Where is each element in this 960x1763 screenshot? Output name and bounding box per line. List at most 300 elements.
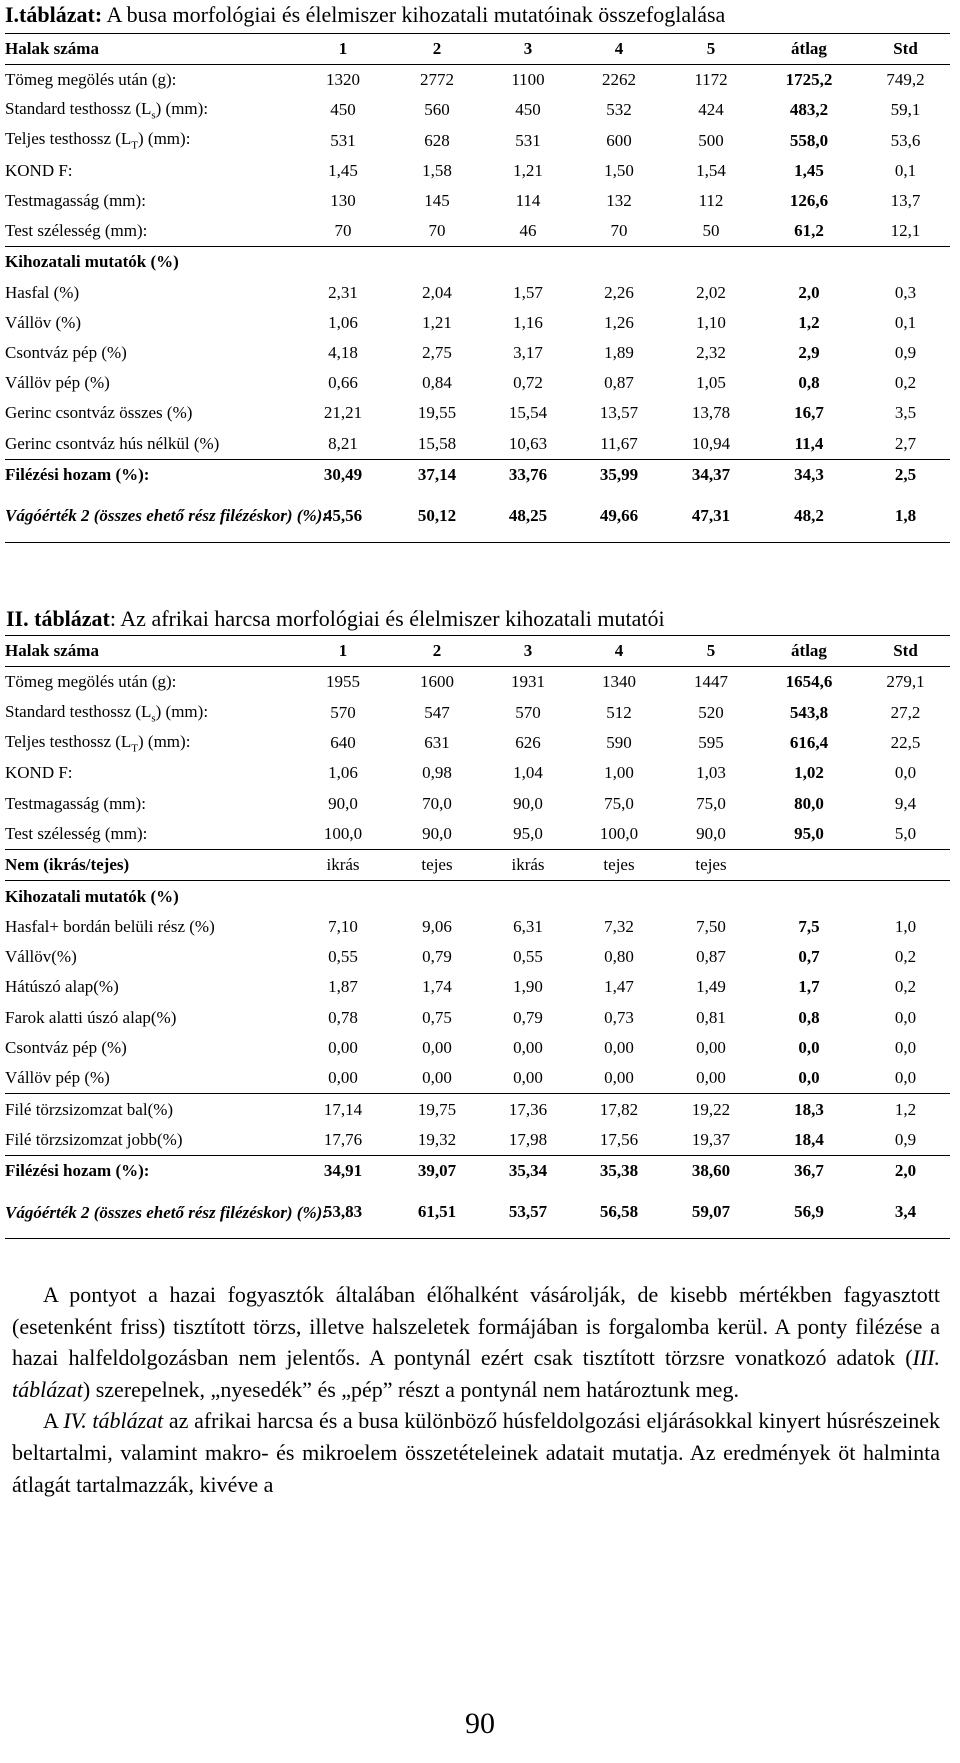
value-cell: 0,00 — [604, 1038, 634, 1057]
std-cell: 749,2 — [886, 70, 925, 90]
row-label: Vállöv pép (%) — [5, 373, 110, 393]
value-cell: 49,66 — [599, 505, 639, 525]
value-cell: 48,25 — [508, 505, 548, 525]
average-cell: 2,9 — [798, 342, 820, 362]
value-cell: 0,79 — [422, 947, 452, 967]
value-cell: 1447 — [694, 672, 728, 692]
value-cell: 0,79 — [513, 1007, 543, 1027]
std-cell: 59,1 — [890, 100, 921, 120]
average-cell: 1654,6 — [785, 672, 833, 692]
average-cell: 1,7 — [798, 977, 820, 997]
average-cell: 543,8 — [789, 702, 829, 722]
average-cell: 18,4 — [794, 1129, 824, 1149]
value-cell: 90,0 — [513, 793, 543, 813]
table-row — [5, 216, 950, 247]
value-cell: 8,21 — [328, 433, 358, 453]
table-row — [5, 338, 950, 368]
value-cell: 34,37 — [691, 464, 731, 484]
table-header-row — [5, 636, 950, 667]
value-cell: 1,47 — [604, 977, 634, 997]
value-cell: 570 — [515, 702, 541, 722]
value-cell: 0,00 — [604, 1068, 634, 1088]
std-cell: 0,2 — [894, 977, 917, 997]
value-cell: 626 — [515, 733, 541, 753]
value-cell: 595 — [698, 733, 724, 753]
row-label-subscript: T — [131, 742, 139, 755]
section-label: Kihozatali mutatók (%) — [5, 886, 179, 906]
column-header: 5 — [706, 39, 716, 59]
value-cell: 2,26 — [604, 282, 634, 302]
table-row — [5, 95, 950, 125]
std-cell: 2,0 — [894, 1161, 917, 1181]
table-row — [5, 788, 950, 818]
row-label-text: Standard testhossz (L — [5, 701, 152, 721]
value-cell: 531 — [330, 130, 356, 150]
table-row — [5, 698, 950, 728]
std-cell: 0,2 — [894, 373, 917, 393]
value-cell: 1931 — [511, 672, 545, 692]
average-cell: 0,0 — [798, 1038, 820, 1057]
value-cell: 90,0 — [328, 793, 358, 813]
section-label: Kihozatali mutatók (%) — [5, 252, 179, 272]
value-cell: 15,58 — [417, 433, 457, 453]
row-label: Hasfal+ bordán belüli rész (%) — [5, 916, 215, 936]
std-cell: 1,8 — [894, 505, 917, 525]
value-cell: 512 — [606, 702, 632, 722]
table-row — [5, 850, 950, 881]
table-row — [5, 126, 950, 156]
table-header-row — [5, 34, 950, 65]
row-label: Nem (ikrás/tejes) — [5, 855, 130, 875]
value-cell: 70 — [334, 221, 352, 241]
value-cell: 9,06 — [422, 916, 452, 936]
value-cell: 6,31 — [513, 916, 543, 936]
value-cell: 50,12 — [417, 505, 457, 525]
row-label: Test szélesség (mm): — [5, 823, 148, 843]
column-header: 4 — [614, 641, 624, 661]
column-header: Halak száma — [5, 39, 99, 59]
value-cell: 39,07 — [417, 1161, 457, 1181]
average-cell: 1,02 — [794, 763, 824, 783]
value-cell: 1320 — [326, 70, 360, 90]
value-cell: 1,00 — [604, 763, 634, 783]
row-label-unit: ) (mm): — [155, 99, 209, 119]
row-label: Gerinc csontváz hús nélkül (%) — [5, 433, 220, 453]
value-cell: 600 — [606, 130, 632, 150]
value-cell: 500 — [698, 130, 724, 150]
table-row — [5, 1186, 950, 1239]
table-row — [5, 667, 950, 698]
value-cell: 21,21 — [323, 403, 363, 423]
value-cell: 35,99 — [599, 464, 639, 484]
row-label — [5, 728, 295, 758]
average-cell: 558,0 — [789, 130, 829, 150]
value-cell: 1,57 — [513, 282, 543, 302]
value-cell: 450 — [330, 100, 356, 120]
average-cell: 616,4 — [789, 733, 829, 753]
value-cell: 0,00 — [422, 1038, 452, 1057]
column-header: átlag — [791, 39, 827, 59]
value-cell: tejes — [421, 855, 453, 875]
row-label-text: Teljes testhossz (L — [5, 731, 132, 751]
value-cell: 450 — [515, 100, 541, 120]
table2-caption-label: II. táblázat — [6, 606, 110, 631]
average-cell: 0,0 — [798, 1068, 820, 1088]
column-header: 3 — [523, 641, 533, 661]
value-cell: 2,04 — [422, 282, 452, 302]
row-label — [5, 698, 295, 728]
value-cell: 19,55 — [417, 403, 457, 423]
table-row — [5, 942, 950, 972]
value-cell: 520 — [698, 702, 724, 722]
row-label: Tömeg megölés után (g): — [5, 70, 177, 90]
value-cell: 532 — [606, 100, 632, 120]
value-cell: 0,75 — [422, 1007, 452, 1027]
value-cell: 30,49 — [323, 464, 363, 484]
std-cell: 0,0 — [894, 1007, 917, 1027]
table2-caption — [6, 606, 665, 632]
value-cell: 1,26 — [604, 312, 634, 332]
value-cell: 1,49 — [696, 977, 726, 997]
value-cell: 2,32 — [696, 342, 726, 362]
value-cell: 17,14 — [323, 1099, 363, 1119]
value-cell: 590 — [606, 733, 632, 753]
row-label-unit: ) (mm): — [138, 731, 191, 751]
table-row — [5, 912, 950, 942]
value-cell: 0,72 — [513, 373, 543, 393]
row-label: Vágóérték 2 (összes ehető rész filézéskor) (%): — [5, 506, 328, 526]
value-cell: 0,81 — [696, 1007, 726, 1027]
value-cell: 35,34 — [508, 1161, 548, 1181]
average-cell: 2,0 — [798, 282, 820, 302]
value-cell: 75,0 — [696, 793, 726, 813]
row-label: Testmagasság (mm): — [5, 793, 146, 813]
value-cell: 70,0 — [422, 793, 452, 813]
value-cell: 33,76 — [508, 464, 548, 484]
row-label: Testmagasság (mm): — [5, 191, 146, 211]
value-cell: 1,21 — [513, 160, 543, 180]
value-cell: 1,90 — [513, 977, 543, 997]
average-cell: 95,0 — [794, 823, 824, 843]
value-cell: 2772 — [420, 70, 454, 90]
value-cell: 0,00 — [513, 1038, 543, 1057]
std-cell: 12,1 — [890, 221, 921, 241]
paragraph-1-text-b: ) szerepelnek, „nyesedék” és „pép” részt a pontynál nem határoztunk meg. — [82, 1376, 739, 1402]
value-cell: 631 — [424, 733, 450, 753]
table1-caption-text: A busa morfológiai és élelmiszer kihozatali mutatóinak összefoglalása — [106, 2, 726, 27]
value-cell: 1,87 — [328, 977, 358, 997]
table-row — [5, 428, 950, 459]
row-label: KOND F: — [5, 763, 73, 783]
average-cell: 1,2 — [798, 312, 820, 332]
value-cell: 100,0 — [599, 823, 639, 843]
row-label — [5, 95, 295, 125]
page-number: 90 — [465, 1707, 495, 1740]
std-cell: 2,7 — [894, 433, 917, 453]
row-label — [5, 126, 295, 156]
table-row — [5, 490, 950, 543]
column-header: 5 — [706, 641, 716, 661]
value-cell: 1100 — [511, 70, 545, 90]
std-cell: 22,5 — [890, 733, 921, 753]
value-cell: 53,83 — [323, 1202, 363, 1222]
value-cell: 45,56 — [323, 505, 363, 525]
row-label-unit: ) (mm): — [155, 701, 209, 721]
average-cell: 0,8 — [798, 373, 820, 393]
row-label-text: Teljes testhossz (L — [5, 129, 132, 149]
value-cell: 56,58 — [599, 1202, 639, 1222]
value-cell: 1955 — [326, 672, 360, 692]
row-label: Vágóérték 2 (összes ehető rész filézéskor) (%): — [5, 1202, 328, 1222]
table-row — [5, 459, 950, 490]
value-cell: 10,94 — [691, 433, 731, 453]
std-cell: 53,6 — [890, 130, 921, 150]
row-label: Test szélesség (mm): — [5, 221, 148, 241]
value-cell: tejes — [695, 855, 727, 875]
row-label: Farok alatti úszó alap(%) — [5, 1007, 177, 1027]
row-label: Hátúszó alap(%) — [5, 977, 119, 997]
table2 — [5, 635, 950, 1239]
column-header: 2 — [432, 641, 442, 661]
std-cell: 0,2 — [894, 947, 917, 967]
value-cell: 628 — [424, 130, 450, 150]
value-cell: 34,91 — [323, 1161, 363, 1181]
value-cell: 17,76 — [323, 1129, 363, 1149]
value-cell: 570 — [330, 702, 356, 722]
value-cell: 0,78 — [328, 1007, 358, 1027]
column-header: 1 — [338, 39, 348, 59]
table-row — [5, 65, 950, 96]
value-cell: 0,73 — [604, 1007, 634, 1027]
table-row — [5, 278, 950, 308]
value-cell: 1,04 — [513, 763, 543, 783]
paragraph-1 — [12, 1279, 940, 1405]
value-cell: 7,10 — [328, 916, 358, 936]
value-cell: 1,10 — [696, 312, 726, 332]
value-cell: 1,06 — [328, 312, 358, 332]
average-cell: 11,4 — [794, 433, 824, 453]
paragraph-2 — [12, 1405, 940, 1500]
row-label: Csontváz pép (%) — [5, 1038, 127, 1057]
average-cell: 48,2 — [794, 505, 824, 525]
value-cell: 19,22 — [691, 1099, 731, 1119]
std-cell: 0,1 — [894, 312, 917, 332]
value-cell: 3,17 — [513, 342, 543, 362]
table-row — [5, 1003, 950, 1033]
value-cell: 17,98 — [508, 1129, 548, 1149]
value-cell: 0,00 — [513, 1068, 543, 1088]
std-cell: 5,0 — [894, 823, 917, 843]
average-cell: 18,3 — [794, 1099, 824, 1119]
table-row — [5, 1156, 950, 1187]
value-cell: 7,32 — [604, 916, 634, 936]
table1-caption-label: I.táblázat: — [5, 2, 103, 27]
value-cell: 37,14 — [417, 464, 457, 484]
std-cell: 279,1 — [886, 672, 925, 692]
value-cell: 0,55 — [513, 947, 543, 967]
value-cell: 0,55 — [328, 947, 358, 967]
average-cell: 0,7 — [798, 947, 820, 967]
std-cell: 0,3 — [894, 282, 917, 302]
value-cell: 2,75 — [422, 342, 452, 362]
value-cell: 1,58 — [422, 160, 452, 180]
table1-caption — [5, 2, 725, 28]
column-header: Std — [893, 641, 918, 661]
value-cell: 1,89 — [604, 342, 634, 362]
column-header: Halak száma — [5, 641, 99, 661]
column-header: 2 — [432, 39, 442, 59]
value-cell: 424 — [698, 100, 724, 120]
average-cell: 61,2 — [794, 221, 824, 241]
value-cell: 132 — [606, 191, 632, 211]
value-cell: 1,06 — [328, 763, 358, 783]
row-label: Vállöv (%) — [5, 312, 82, 332]
std-cell: 9,4 — [894, 793, 917, 813]
column-header: Std — [893, 39, 918, 59]
value-cell: 130 — [330, 191, 356, 211]
average-cell: 1725,2 — [785, 70, 833, 90]
std-cell: 0,1 — [894, 160, 917, 180]
table1 — [5, 33, 950, 543]
value-cell: 112 — [698, 191, 724, 211]
row-label: Vállöv pép (%) — [5, 1068, 110, 1088]
value-cell: 1,21 — [422, 312, 452, 332]
std-cell: 0,0 — [894, 1038, 917, 1057]
paragraph-2-text-a: A — [43, 1408, 64, 1434]
row-label: Filé törzsizomzat bal(%) — [5, 1099, 174, 1119]
value-cell: 1,74 — [422, 977, 452, 997]
std-cell: 3,4 — [894, 1202, 917, 1222]
std-cell: 0,0 — [894, 1068, 917, 1088]
value-cell: 1340 — [602, 672, 636, 692]
value-cell: 46 — [519, 221, 537, 241]
value-cell: 1,45 — [328, 160, 358, 180]
value-cell: 7,50 — [696, 916, 726, 936]
row-label: Filézési hozam (%): — [5, 464, 150, 484]
value-cell: 1,16 — [513, 312, 543, 332]
value-cell: 0,00 — [696, 1038, 726, 1057]
table-row — [5, 1063, 950, 1094]
std-cell: 13,7 — [890, 191, 921, 211]
value-cell: 19,32 — [417, 1129, 457, 1149]
value-cell: 17,36 — [508, 1099, 548, 1119]
value-cell: 61,51 — [417, 1202, 457, 1222]
value-cell: 2,31 — [328, 282, 358, 302]
value-cell: tejes — [603, 855, 635, 875]
average-cell: 56,9 — [794, 1202, 824, 1222]
value-cell: 100,0 — [323, 823, 363, 843]
average-cell: 80,0 — [794, 793, 824, 813]
table2-caption-text: : Az afrikai harcsa morfológiai és élelmiszer kihozatali mutatói — [109, 606, 665, 631]
value-cell: 15,54 — [508, 403, 548, 423]
table-row — [5, 1094, 950, 1125]
value-cell: 47,31 — [691, 505, 731, 525]
table-row — [5, 819, 950, 850]
value-cell: 17,56 — [599, 1129, 639, 1149]
table-row — [5, 398, 950, 428]
row-label: Hasfal (%) — [5, 282, 80, 302]
average-cell: 483,2 — [789, 100, 829, 120]
value-cell: 0,98 — [422, 763, 452, 783]
std-cell: 0,9 — [894, 1129, 917, 1149]
table-row — [5, 186, 950, 216]
average-cell: 36,7 — [794, 1161, 824, 1181]
row-label-subscript: s — [151, 109, 156, 122]
value-cell: 70 — [428, 221, 446, 241]
row-label-subscript: s — [151, 711, 156, 724]
row-label: Tömeg megölés után (g): — [5, 672, 177, 692]
std-cell: 1,2 — [894, 1099, 917, 1119]
column-header: 3 — [523, 39, 533, 59]
std-cell: 1,0 — [894, 916, 917, 936]
table-row — [5, 1125, 950, 1156]
table-row — [5, 758, 950, 788]
std-cell: 27,2 — [890, 702, 921, 722]
std-cell — [861, 850, 950, 881]
value-cell: 90,0 — [696, 823, 726, 843]
row-label-unit: ) (mm): — [138, 129, 191, 149]
average-cell: 126,6 — [789, 191, 829, 211]
value-cell: 1600 — [420, 672, 454, 692]
value-cell: 547 — [424, 702, 450, 722]
paragraph-2-text-b: az afrikai harcsa és a busa különböző húsfeldolgozási eljárásokkal kinyert húsrészeinek beltartalmi, valamint makro- és mikroelem összetételeinek adatait mutatja. Az eredmények öt halminta átlagát tartalmazzák, kivéve a — [12, 1408, 940, 1497]
std-cell: 2,5 — [894, 464, 917, 484]
table-row — [5, 728, 950, 758]
value-cell: 90,0 — [422, 823, 452, 843]
value-cell: 1,05 — [696, 373, 726, 393]
average-cell: 34,3 — [794, 464, 824, 484]
value-cell: 75,0 — [604, 793, 634, 813]
value-cell: 0,00 — [422, 1068, 452, 1088]
value-cell: 0,80 — [604, 947, 634, 967]
average-cell: 1,45 — [794, 160, 824, 180]
average-cell — [757, 850, 861, 881]
value-cell: 1,03 — [696, 763, 726, 783]
value-cell: 38,60 — [691, 1161, 731, 1181]
row-label: Vállöv(%) — [5, 947, 77, 967]
value-cell: 13,57 — [599, 403, 639, 423]
average-cell: 0,8 — [798, 1007, 820, 1027]
value-cell: 13,78 — [691, 403, 731, 423]
value-cell: 35,38 — [599, 1161, 639, 1181]
value-cell: 10,63 — [508, 433, 548, 453]
value-cell: 560 — [424, 100, 450, 120]
std-cell: 0,0 — [894, 763, 917, 783]
value-cell: 1,54 — [696, 160, 726, 180]
std-cell: 0,9 — [894, 342, 917, 362]
value-cell: 2262 — [602, 70, 636, 90]
table-row — [5, 1033, 950, 1063]
value-cell: ikrás — [511, 855, 545, 875]
row-label: Filé törzsizomzat jobb(%) — [5, 1129, 183, 1149]
table-row — [5, 368, 950, 398]
paragraph-1-text-a: A pontyot a hazai fogyasztók általában élőhalként vásárolják, de kisebb mértékben fagyasztott (esetenként friss) tisztított törzs, illetve halszeletek formájában is forgalomba kerül. A ponty filézése a hazai halfeldolgozásban nem jelentős. A pontynál ezért csak tisztított törzsre vonatkozó adatok ( — [12, 1282, 940, 1371]
value-cell: 95,0 — [513, 823, 543, 843]
value-cell: 0,87 — [604, 373, 634, 393]
value-cell: 640 — [330, 733, 356, 753]
row-label: Csontváz pép (%) — [5, 342, 127, 362]
value-cell: 0,84 — [422, 373, 452, 393]
value-cell: 53,57 — [508, 1202, 548, 1222]
value-cell: 11,67 — [600, 433, 638, 453]
section-header-row — [5, 247, 950, 278]
value-cell: 1172 — [694, 70, 728, 90]
value-cell: 0,00 — [696, 1068, 726, 1088]
table-row — [5, 972, 950, 1002]
section-header-row — [5, 881, 950, 912]
column-header: átlag — [791, 641, 827, 661]
value-cell: ikrás — [326, 855, 360, 875]
